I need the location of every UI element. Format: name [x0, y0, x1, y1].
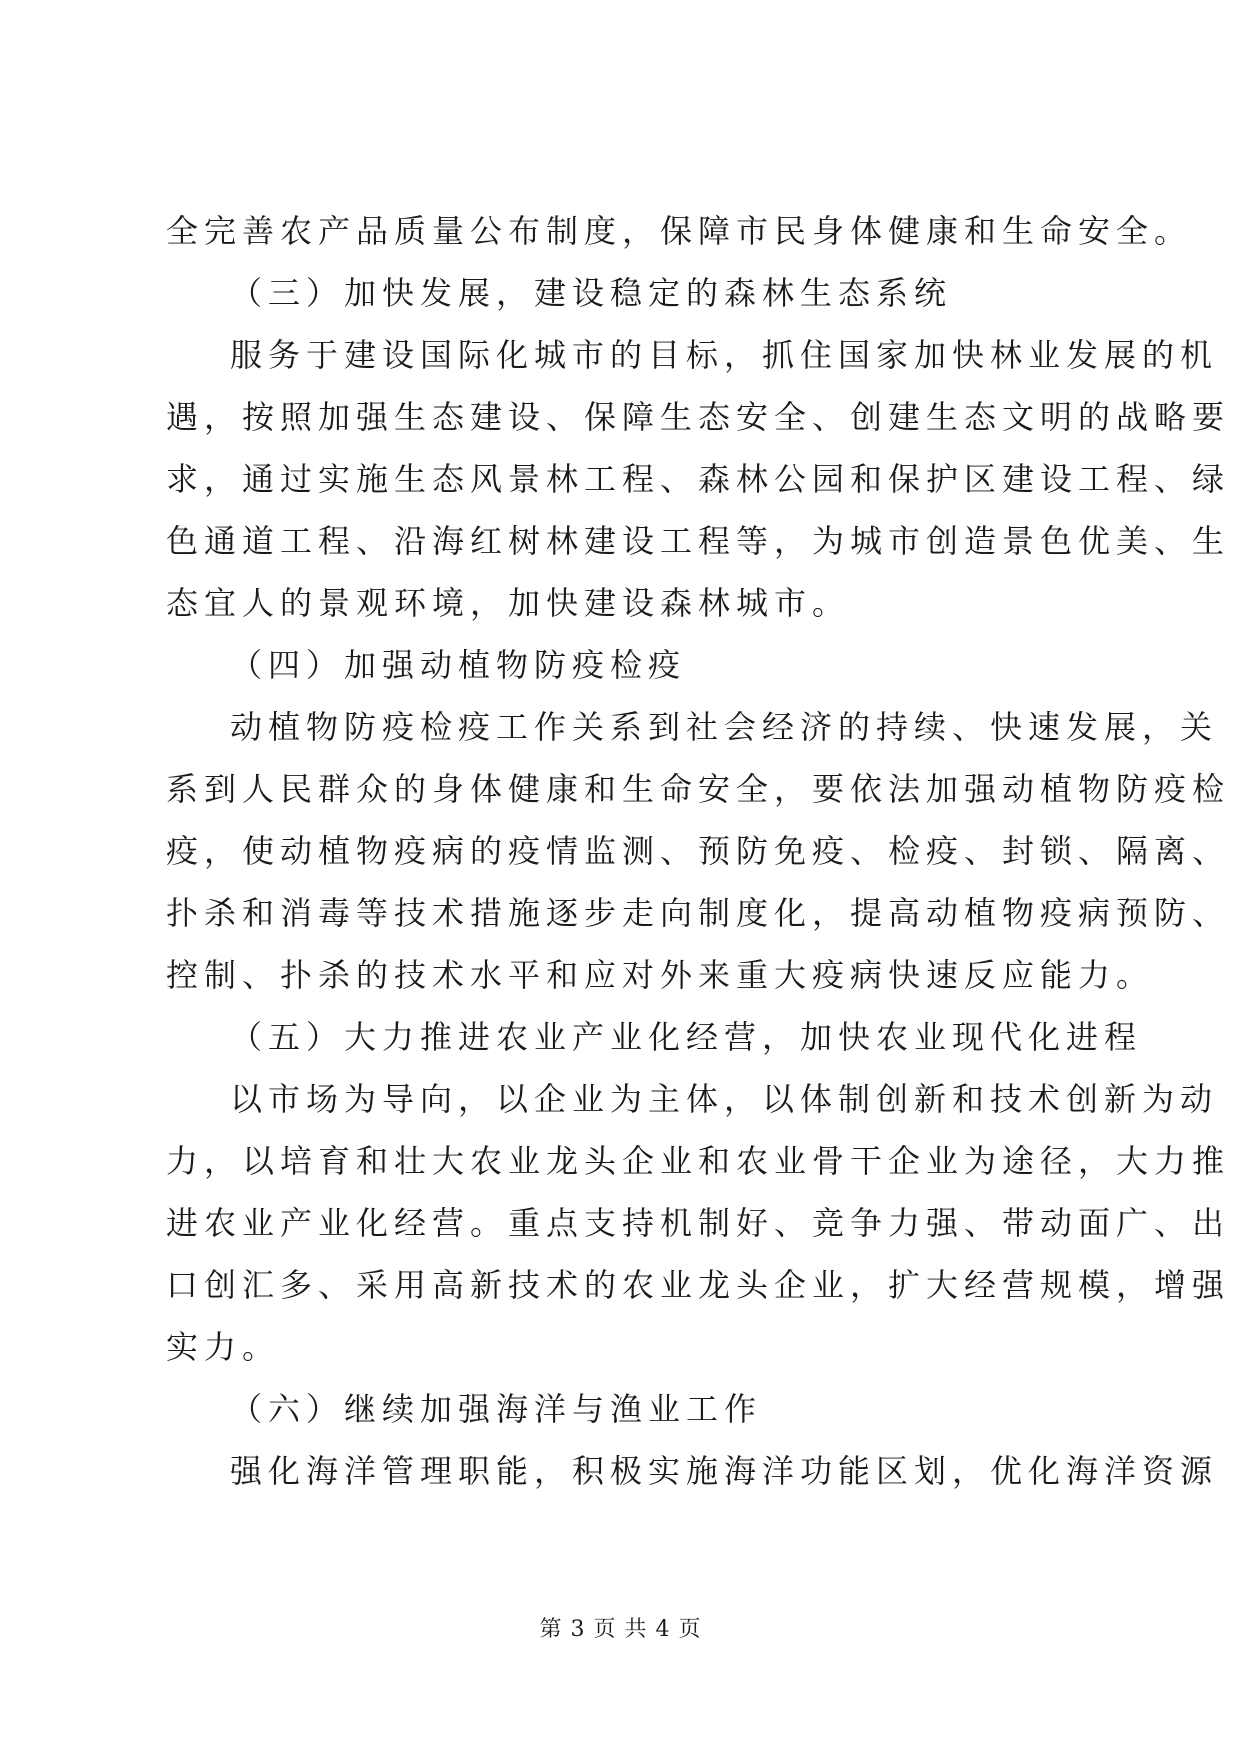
text-line: 服务于建设国际化城市的目标，抓住国家加快林业发展的机 — [230, 336, 1219, 374]
section-heading: （五）大力推进农业产业化经营，加快农业现代化进程 — [230, 1018, 1143, 1056]
text-line: 全完善农产品质量公布制度，保障市民身体健康和生命安全。 — [166, 212, 1193, 250]
text-line: 力，以培育和壮大农业龙头企业和农业骨干企业为途径，大力推 — [166, 1142, 1231, 1180]
text-line: 口创汇多、采用高新技术的农业龙头企业，扩大经营规模，增强 — [166, 1266, 1231, 1304]
text-line: 控制、扑杀的技术水平和应对外来重大疫病快速反应能力。 — [166, 956, 1155, 994]
section-heading: （六）继续加强海洋与渔业工作 — [230, 1390, 763, 1428]
text-line: 实力。 — [166, 1328, 281, 1366]
section-heading: （三）加快发展，建设稳定的森林生态系统 — [230, 274, 953, 312]
page-footer: 第 3 页 共 4 页 — [539, 1617, 702, 1642]
text-line: 遇，按照加强生态建设、保障生态安全、创建生态文明的战略要 — [166, 398, 1231, 436]
text-line: 进农业产业化经营。重点支持机制好、竞争力强、带动面广、出 — [166, 1204, 1231, 1242]
text-line: 色通道工程、沿海红树林建设工程等，为城市创造景色优美、生 — [166, 522, 1231, 560]
text-line: 强化海洋管理职能，积极实施海洋功能区划，优化海洋资源 — [230, 1452, 1219, 1490]
body-text — [166, 200, 1231, 1502]
text-line: 疫，使动植物疫病的疫情监测、预防免疫、检疫、封锁、隔离、 — [166, 832, 1231, 870]
text-line: 求，通过实施生态风景林工程、森林公园和保护区建设工程、绿 — [166, 460, 1231, 498]
text-line: 系到人民群众的身体健康和生命安全，要依法加强动植物防疫检 — [166, 770, 1231, 808]
text-line: 动植物防疫检疫工作关系到社会经济的持续、快速发展，关 — [230, 708, 1219, 746]
text-line: 扑杀和消毒等技术措施逐步走向制度化，提高动植物疫病预防、 — [166, 894, 1231, 932]
text-line: 以市场为导向，以企业为主体，以体制创新和技术创新为动 — [230, 1080, 1219, 1118]
text-line: 态宜人的景观环境，加快建设森林城市。 — [166, 584, 851, 622]
section-heading: （四）加强动植物防疫检疫 — [230, 646, 687, 684]
